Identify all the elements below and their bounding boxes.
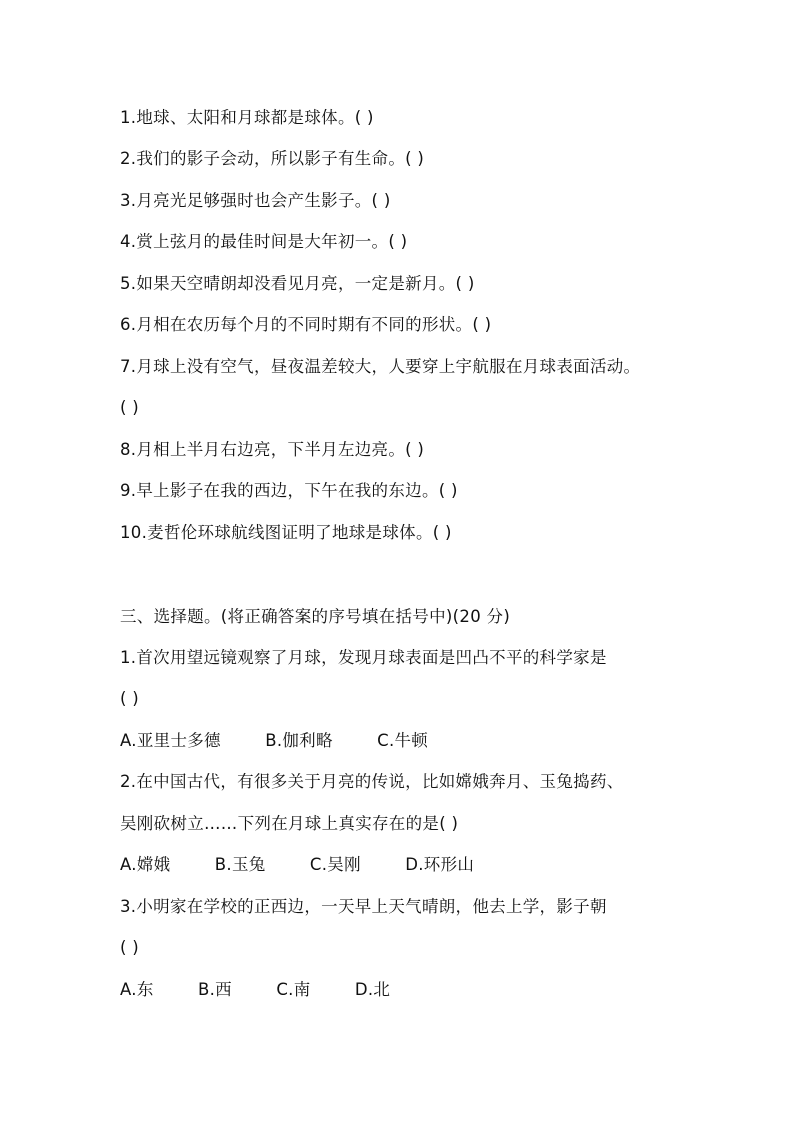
judgement-item-8: 8.月相上半月右边亮，下半月左边亮。( ) [120,440,425,459]
judgement-item-7-paren: ( ) [120,398,140,417]
question-1-options: A.亚里士多德 B.伽利略 C.牛顿 [120,731,429,750]
judgement-item-9: 9.早上影子在我的西边，下午在我的东边。( ) [120,481,458,500]
judgement-item-4: 4.赏上弦月的最佳时间是大年初一。( ) [120,232,408,251]
judgement-item-7: 7.月球上没有空气，昼夜温差较大，人要穿上宇航服在月球表面活动。 [120,357,641,376]
judgement-item-6: 6.月相在农历每个月的不同时期有不同的形状。( ) [120,315,492,334]
judgement-item-1: 1.地球、太阳和月球都是球体。( ) [120,108,374,127]
question-2-stem-continued: 吴刚砍树立……下列在月球上真实存在的是( ) [120,814,459,833]
question-2-options: A.嫦娥 B.玉兔 C.吴刚 D.环形山 [120,855,475,874]
question-3-paren: ( ) [120,938,140,957]
judgement-item-2: 2.我们的影子会动，所以影子有生命。( ) [120,149,425,168]
section-heading: 三、选择题。(将正确答案的序号填在括号中)(20 分) [120,607,511,626]
question-1-paren: ( ) [120,689,140,708]
judgement-item-10: 10.麦哲伦环球航线图证明了地球是球体。( ) [120,523,452,542]
question-2-stem: 2.在中国古代，有很多关于月亮的传说，比如嫦娥奔月、玉兔捣药、 [120,772,624,791]
judgement-item-5: 5.如果天空晴朗却没看见月亮，一定是新月。( ) [120,274,475,293]
question-1-stem: 1.首次用望远镜观察了月球，发现月球表面是凹凸不平的科学家是 [120,648,607,667]
judgement-item-3: 3.月亮光足够强时也会产生影子。( ) [120,191,391,210]
question-3-options: A.东 B.西 C.南 D.北 [120,980,391,999]
question-3-stem: 3.小明家在学校的正西边，一天早上天气晴朗，他去上学，影子朝 [120,897,607,916]
